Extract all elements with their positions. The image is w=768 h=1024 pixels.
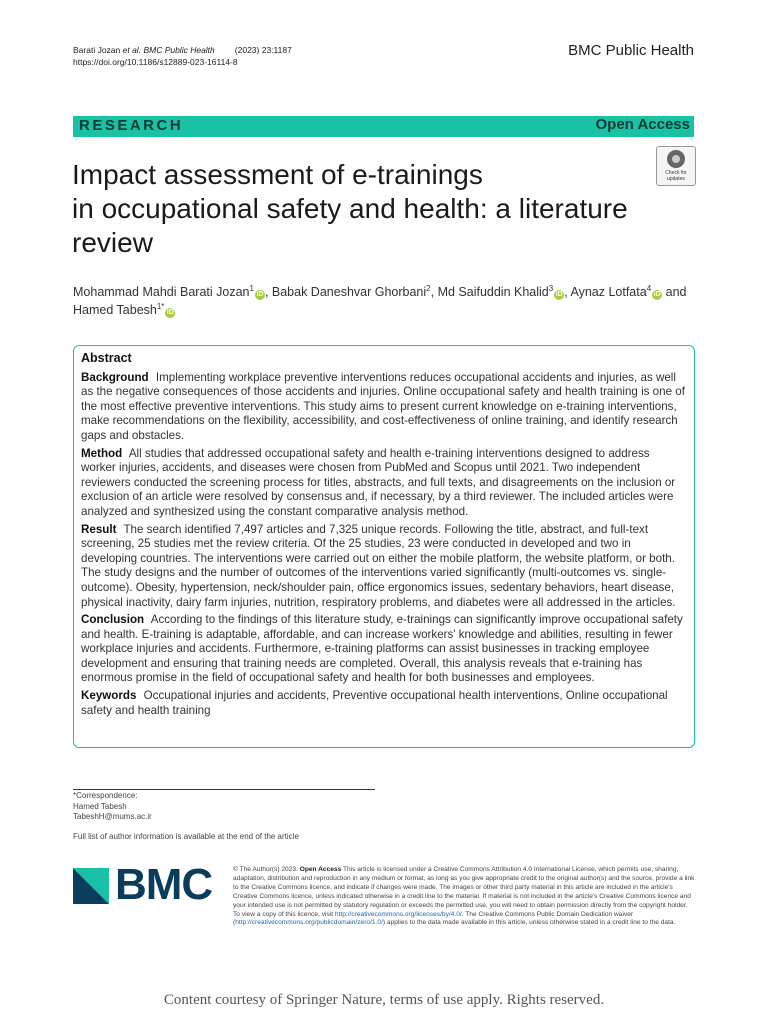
author-name[interactable]: Babak Daneshvar Ghorbani	[271, 285, 427, 299]
footnote-divider	[73, 789, 375, 790]
abstract-conclusion	[81, 613, 687, 686]
section-text: The search identified 7,497 articles and 7,325 unique records. Following the title, abstract, and full-text screening, 25 studies met the review criteria. Of the 25 studies, 23 were conducted in developed and two in developing countries. The interventions were carried out on either the mobile platform, the website platform, or both. The study designs and the number of outcomes of the interventions varied significantly (multi-outcomes vs. single-outcome). Obesity, hypertension, neck/shoulder pain, office ergonomics issues, sedentary behaviors, heart disease, physical inactivity, dairy farm injuries, nutrition, respiratory problems, and diabetes were all addressed in the articles.	[81, 522, 676, 609]
author-info-note: Full list of author information is available at the end of the article	[73, 832, 299, 841]
header-journal: BMC Public Health	[143, 45, 215, 55]
check-updates-line-2: updates	[667, 176, 685, 182]
correspondence-email[interactable]: TabeshH@mums.ac.ir	[73, 812, 152, 821]
section-label: Background	[81, 370, 149, 384]
author-name[interactable]: Mohammad Mahdi Barati Jozan	[73, 285, 250, 299]
header-doi-link[interactable]: https://doi.org/10.1186/s12889-023-16114-8	[73, 57, 238, 67]
orcid-icon[interactable]: iD	[653, 291, 661, 298]
abstract-background	[81, 371, 687, 444]
journal-name: BMC Public Health	[568, 42, 694, 59]
license-link-cc-zero[interactable]: http://creativecommons.org/publicdomain/zero/1.0/	[235, 919, 383, 927]
header-year-volume: (2023) 23:1187	[234, 45, 292, 55]
author-separator: and	[662, 285, 687, 299]
article-type-bar	[73, 116, 694, 137]
article-title	[72, 158, 632, 260]
section-text: Implementing workplace preventive interventions reduces occupational accidents and injuries, as well as the negative consequences of those accidents and injuries. Online occupational safety and health training is one of the most effective preventive interventions. This study aims to present current knowledge on e-training interventions, make recommendations on the flexibility, accessibility, and cost-effectiveness of online training, and identify research gaps and obstacles.	[81, 370, 685, 442]
citation-header	[73, 44, 292, 68]
author-name[interactable]: Md Saifuddin Khalid	[437, 285, 549, 299]
orcid-icon[interactable]: iD	[166, 309, 174, 316]
section-label: Keywords	[81, 689, 137, 703]
license-text-2: . The Creative Commons Public Domain Dedication waiver (	[233, 910, 634, 927]
abstract-keywords	[81, 689, 687, 718]
author-affiliation: 3	[548, 283, 554, 293]
abstract-method	[81, 447, 687, 520]
author-separator: ,	[564, 285, 571, 299]
author-separator: ,	[264, 285, 272, 299]
check-updates-line-1: Check for	[665, 170, 687, 176]
correspondence-label: *Correspondence:	[73, 791, 138, 800]
section-text: All studies that addressed occupational safety and health e-training interventions designed to address worker injuries, accidents, and diseases were chosen from PubMed and Scopus until 2021. Two independent reviewers conducted the screening process for titles, abstracts, and full texts, and disagreements on the inclusion or exclusion of an article were resolved by consensus and, if necessary, by a third reviewer. The included articles were analyzed and synthesized using the constant comparative analysis method.	[81, 446, 676, 518]
license-text-3: ) applies to the data made available in this article, unless otherwise stated in a credit line to the data.	[382, 919, 676, 927]
copyright-text: © The Author(s) 2023.	[233, 866, 298, 873]
license-text-1: This article is licensed under a Creative Commons Attribution 4.0 International License, which permits use, sharing, adaptation, distribution and reproduction in any medium or format, as long as you give appropriate credit to the original author(s) and the source, provide a link to the Creative Commons licence, and indicate if changes were made. The images or other third party material in this article are included in the article's Creative Commons licence, unless indicated otherwise in a credit line to the material. If material is not included in the article's Creative Commons licence and your intended use is not permitted by statutory regulation or exceeds the permitted use, you will need to obtain permission directly from the copyright holder. To view a copy of this licence, visit	[233, 866, 695, 918]
correspondence-block	[73, 791, 152, 823]
check-for-updates-badge[interactable]	[656, 146, 696, 186]
author-affiliation: 1	[249, 283, 254, 293]
open-access-label: Open Access	[595, 116, 690, 133]
author-name[interactable]: Hamed Tabesh	[73, 303, 157, 317]
orcid-icon[interactable]: iD	[555, 291, 563, 298]
author-list	[73, 283, 693, 319]
author-affiliation: 4	[646, 283, 652, 293]
bmc-logo	[73, 860, 218, 909]
bmc-logo-mark-icon	[73, 868, 109, 904]
license-open-access: Open Access	[299, 866, 342, 873]
section-label: Conclusion	[81, 613, 145, 627]
author-name[interactable]: Aynaz Lotfata	[570, 285, 647, 299]
section-label: Result	[81, 522, 117, 536]
title-line-3: review	[72, 227, 153, 258]
section-label: Method	[81, 446, 123, 460]
section-text: Occupational injuries and accidents, Preventive occupational health interventions, Online occupational safety and health training	[81, 689, 668, 717]
license-link-cc-by[interactable]: http://creativecommons.org/licenses/by/4.0/	[334, 910, 462, 918]
check-updates-icon	[667, 150, 685, 168]
header-etal: et al.	[122, 45, 142, 55]
title-line-2: in occupational safety and health: a literature	[72, 193, 628, 224]
abstract-result	[81, 523, 687, 611]
abstract-box	[73, 345, 695, 748]
abstract-heading: Abstract	[81, 351, 132, 365]
author-affiliation: 2	[426, 283, 431, 293]
bmc-logo-text: BMC	[115, 860, 213, 909]
header-authors: Barati Jozan	[73, 45, 121, 55]
author-affiliation: 1*	[156, 301, 165, 311]
orcid-icon[interactable]: iD	[256, 291, 264, 298]
courtesy-footer: Content courtesy of Springer Nature, terms of use apply. Rights reserved.	[163, 992, 605, 1008]
correspondence-name: Hamed Tabesh	[73, 801, 127, 811]
article-type-label: RESEARCH	[79, 117, 184, 134]
title-line-1: Impact assessment of e-trainings	[72, 159, 483, 190]
license-statement	[233, 866, 695, 928]
author-separator: ,	[430, 285, 438, 299]
section-text: According to the findings of this literature study, e-trainings can significantly improve occupational safety and health. E-training is adaptable, affordable, and can increase workers' knowledge and abilities, resulting in fewer workplace injuries and accidents. Furthermore, e-training platforms can assist businesses in tracking employee development and ensuring that training needs are completed. Overall, this analysis reveals that e-training has enormous promise in the field of occupational safety and health for both businesses and employees.	[81, 613, 683, 685]
